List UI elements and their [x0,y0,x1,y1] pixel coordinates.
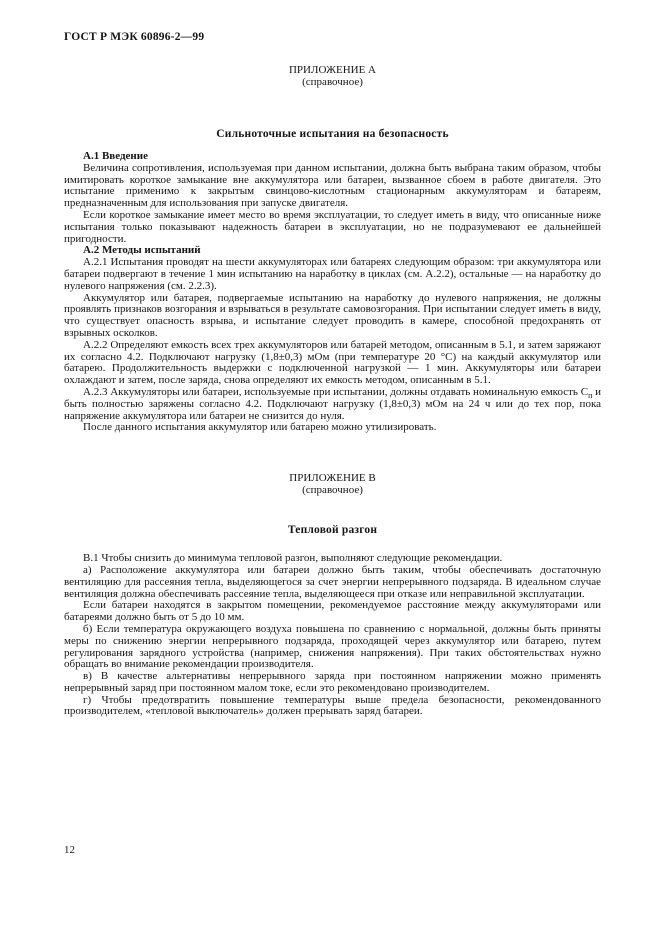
appendix-a-label: ПРИЛОЖЕНИЕ А [288,64,376,76]
paragraph: А.2.2 Определяют емкость всех трех аккумуляторов или батарей методом, описанным в 5.1, и затем заряжают их согласно 4.2. Подключают нагрузку (1,8±0,3) мОм (при температуре 20 °С) на каждый аккумулятор или батарею. Продолжительность выдержки с подключенной нагрузкой — 1 мин. Аккумуляторы или батареи охлаждают и затем, после заряда, снова определяют их емкость методом, описанным в 5.1. [64,338,601,387]
appendix-a-note: (справочное) [302,76,363,88]
paragraph: В.1 Чтобы снизить до минимума тепловой разгон, выполняют следующие рекомендации. [83,552,503,565]
appendix-b-title: Тепловой разгон [287,524,378,537]
paragraph: в) В качестве альтернативы непрерывного заряда при постоянном напряжении можно применять непрерывный заряд при постоянном малом токе, если это рекомендовано производителем. [64,670,601,694]
standard-designation: ГОСТ Р МЭК 60896-2—99 [64,31,205,43]
capacity-subscript: п [588,391,593,401]
appendix-b-label: ПРИЛОЖЕНИЕ В [289,472,376,485]
paragraph: а) Расположение аккумулятора или батареи должно быть таким, чтобы обеспечивать достаточную вентиляцию для рассеяния тепла, выделяющегося за счет энергии непрерывного подзаряда. В идеальном случае вентиляция должна обеспечивать рассеяние тепла, выделяющееся при отказе или неправильной эксплуатации. [64,563,601,600]
paragraph: После данного испытания аккумулятор или батарею можно утилизировать. [83,421,437,434]
appendix-b-label-block [64,472,601,496]
paragraph: А.2.1 Испытания проводят на шести аккумуляторах или батареях следующим образом: три аккумулятора или батареи подвергают в течение 1 мин испытанию на наработку в циклах (см. А.2.2), остальные — на наработку до нулевого напряжения (см. 2.2.3). [64,256,601,292]
paragraph: Аккумулятор или батарея, подвергаемые испытанию на наработку до нулевого напряжения, не должны проявлять признаков возгорания и взрываться в результате самовозгорания. При испытании следует иметь в виду, что существует опасность взрыва, и испытание следует проводить в камере, способной предохранять от взрывных осколков. [64,291,601,339]
paragraph: Если батареи находятся в закрытом помещении, рекомендуемое расстояние между аккумуляторами или батареями должно быть от 5 до 10 мм. [64,599,601,624]
paragraph: г) Чтобы предотвратить повышение температуры выше предела безопасности, рекомендованного производителем, «тепловой выключатель» должен прерывать заряд батареи. [64,693,601,718]
appendix-a-title: Сильноточные испытания на безопасность [216,128,449,140]
paragraph-a23-text-after: и быть полностью заряжены согласно 4.2. Подключают нагрузку (1,8±0,3) мОм на 24 ч или до тех пор, пока напряжение аккумулятора или батареи не снизится до нуля. [64,385,602,422]
appendix-b-note: (справочное) [302,484,363,497]
page-number: 12 [64,844,75,856]
appendix-a-label-block [64,64,601,88]
paragraph-a23 [64,387,601,422]
paragraph: Если короткое замыкание имеет место во время эксплуатации, то следует иметь в виду, что описанные ниже испытания только показывают надежность батареи в эксплуатации, но не подразумевают ее дальнейшей пригодности. [64,208,601,245]
paragraph: Величина сопротивления, используемая при данном испытании, должна быть выбрана таким образом, чтобы имитировать короткое замыкание вне аккумулятора или батареи, вызванное сбоем в работе двигателя. Это испытание применимо к закрытым свинцово-кислотным стационарным аккумуляторам и батареям, предназначенным для использования при запуске двигателя. [64,161,601,210]
paragraph: б) Если температура окружающего воздуха повышена по сравнению с нормальной, должны быть приняты меры по снижению энергии непрерывного подзаряда, проходящей через аккумулятор или батарею, путем регулирования зарядного устройства (например, снижения напряжения). При таких обстоятельствах нужно обращать во внимание рекомендации производителя. [64,622,601,671]
paragraph-a23-text-before: А.2.3 Аккумуляторы или батареи, используемые при испытании, должны отдавать номинальную емкость С [83,385,589,398]
section-a2-heading: А.2 Методы испытаний [83,244,201,257]
section-a1-heading: А.1 Введение [83,150,148,162]
